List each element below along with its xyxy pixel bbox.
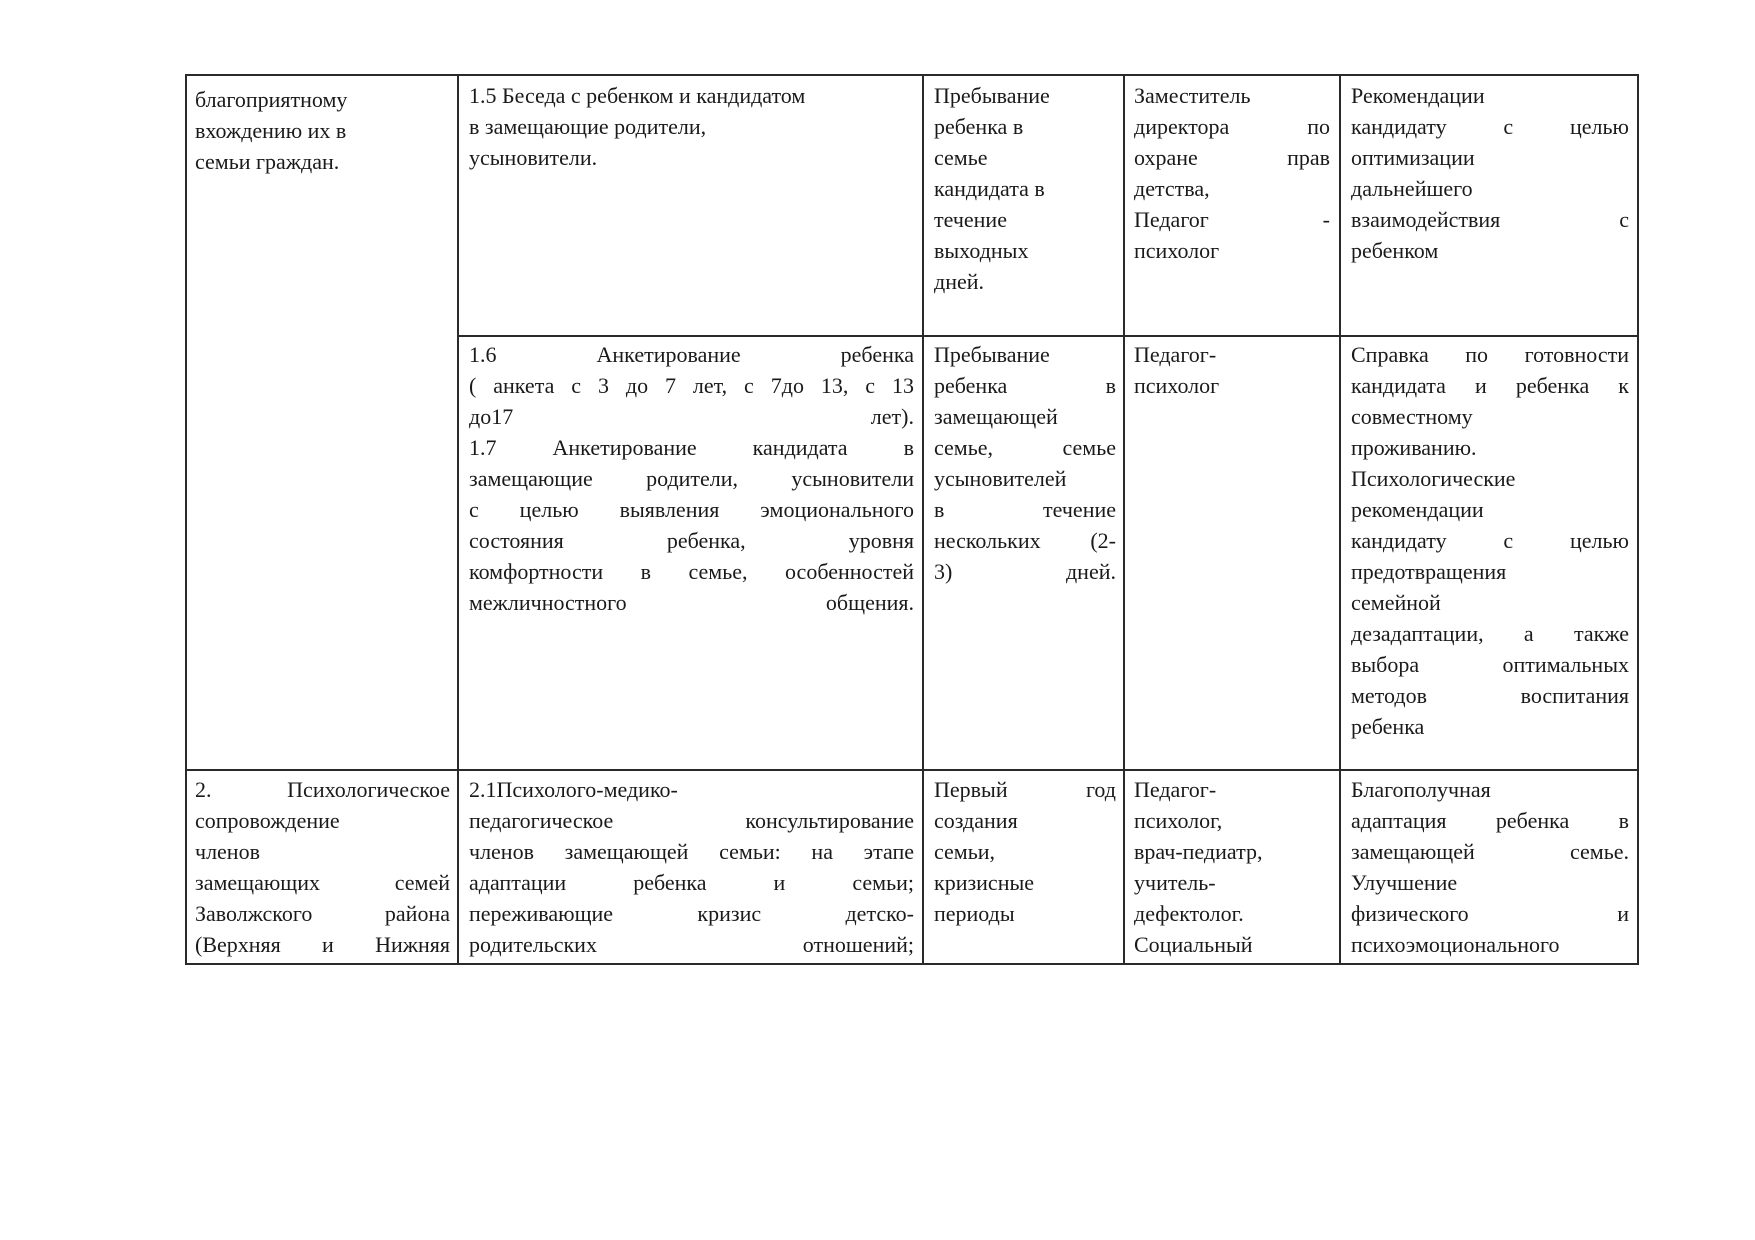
column-divider-3 <box>1123 74 1125 965</box>
row1-result-cell: Рекомендации кандидату с целью оптимизации дальнейшего взаимодействия с ребенком <box>1351 83 1629 263</box>
row1-activity-cell: 1.5 Беседа с ребенком и кандидатом в замещающие родители, усыновители. <box>469 83 806 170</box>
row2-timing-cell: Пребывание ребенка в замещающей семье, семье усыновителей в течение нескольких (2- 3) дней. <box>934 342 1116 584</box>
row2-activity-cell: 1.6 Анкетирование ребенка ( анкета с 3 до 7 лет, с 7до 13, с 13 до17 лет). 1.7 Анкетирование кандидата в замещающие родители, усыновители с целью выявления эмоционального состояния ребенка, уровня комфортности в семье, особенностей межличностного общения. <box>469 342 914 615</box>
column-divider-4 <box>1339 74 1341 965</box>
row1-timing-cell: Пребывание ребенка в семье кандидата в течение выходных дней. <box>934 83 1050 294</box>
row3-activity-cell: 2.1Психолого-медико- педагогическое консультирование членов замещающей семьи: на этапе адаптации ребенка и семьи; переживающие кризис детско- родительских отношений; <box>469 777 914 957</box>
row3-timing-cell: Первый год создания семьи, кризисные периоды <box>934 777 1116 926</box>
row3-responsible-cell: Педагог- психолог, врач-педиатр, учитель- дефектолог. Социальный <box>1134 777 1263 957</box>
row1-goal-cell: благоприятному вхождению их в семьи граждан. <box>195 87 348 174</box>
row3-result-cell: Благополучная адаптация ребенка в замещающей семье. Улучшение физического и психоэмоционального <box>1351 777 1629 957</box>
table-border-row1-bottom <box>457 335 1639 337</box>
row2-result-cell: Справка по готовности кандидата и ребенка к совместному проживанию. Психологические рекомендации кандидату с целью предотвращения семейной дезадаптации, а также выбора оптимальных методов воспитания ребенка <box>1351 342 1629 739</box>
column-divider-2 <box>922 74 924 965</box>
table-border-bottom <box>185 963 1639 965</box>
table-border-right <box>1637 74 1639 965</box>
column-divider-1 <box>457 74 459 965</box>
table-border-row2-bottom <box>185 769 1639 771</box>
table-border-left <box>185 74 187 965</box>
row2-responsible-cell: Педагог- психолог <box>1134 342 1220 398</box>
table-border-top <box>185 74 1639 76</box>
row1-responsible-cell: Заместитель директора по охране прав детства, Педагог - психолог <box>1134 83 1330 263</box>
row3-goal-cell: 2. Психологическое сопровождение членов замещающих семей Заволжского района (Верхняя и Нижняя <box>195 777 450 957</box>
